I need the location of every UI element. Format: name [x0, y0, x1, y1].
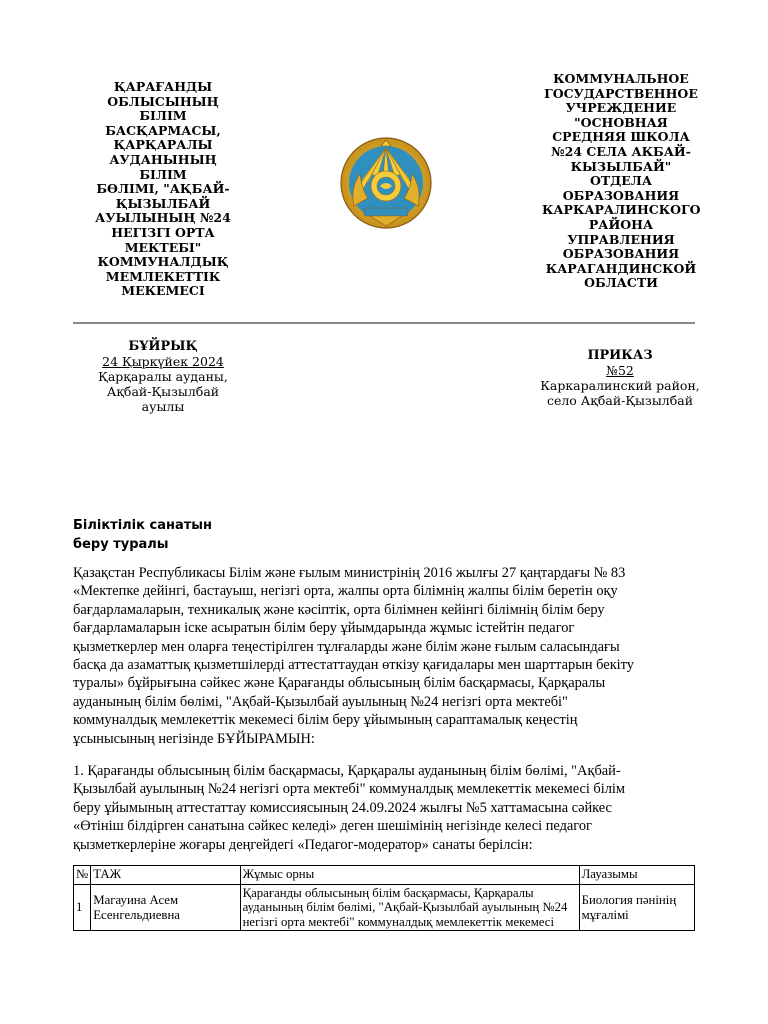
- kz-order-place-line: Ақбай-Қызылбай: [106, 384, 220, 399]
- paragraph-line: бағдарламаларын іске асыратын білім беру ұйымдарында жұмыс істейтін педагог: [73, 620, 575, 637]
- ru-org-line: КАРКАРАЛИНСКОГО: [542, 202, 701, 218]
- kz-org-line: АУЫЛЫНЫҢ №24: [95, 210, 231, 226]
- ru-order-number: №52: [606, 363, 634, 378]
- ru-org-line: №24 СЕЛА АКБАЙ-: [551, 143, 691, 159]
- kz-org-line: ҚАРҚАРАЛЫ: [113, 137, 213, 153]
- header-name: ТАЖ: [91, 866, 240, 885]
- ru-organization-name: [542, 72, 700, 291]
- subject-line: Біліктілік санатын: [73, 518, 212, 533]
- ru-org-line: ОБРАЗОВАНИЯ: [562, 246, 680, 262]
- header-position: Лауазымы: [579, 866, 694, 885]
- ru-order-place-line: село Ақбай-Қызылбай: [546, 393, 694, 408]
- cell-workplace: Қарағанды облысының білім басқармасы, Қарқаралы ауданының білім бөлімі, "Ақбай-Қызылбай ауылының №24 негізгі орта мектебі" коммуналдық мемлекеттік мекемесі: [240, 885, 579, 931]
- kz-org-line: ОБЛЫСЫНЫҢ: [107, 93, 219, 109]
- ru-org-line: ОБРАЗОВАНИЯ: [562, 187, 680, 203]
- paragraph-line: беру ұйымының аттестаттау комиссиясының 24.09.2024 жылғы №5 хаттамасына сәйкес: [73, 799, 612, 816]
- kz-org-line: НЕГІЗГІ ОРТА: [111, 224, 215, 240]
- kz-order-block: [88, 339, 238, 414]
- kz-org-line: БӨЛІМІ, "АҚБАЙ-: [96, 181, 230, 197]
- kz-org-line: БАСҚАРМАСЫ,: [105, 122, 221, 138]
- kz-org-line: МЕМЛЕКЕТТІК: [105, 268, 221, 284]
- ru-org-line: "ОСНОВНАЯ: [574, 114, 668, 130]
- ru-org-line: РАЙОНА: [588, 216, 654, 232]
- header-divider: [73, 322, 695, 324]
- ru-org-line: ГОСУДАРСТВЕННОЕ: [544, 85, 698, 101]
- cell-position: Биология пәнінің мұғалімі: [579, 885, 694, 931]
- order-subject: [73, 516, 373, 554]
- paragraph-line: ұсынысының негізінде БҰЙЫРАМЫН:: [73, 730, 315, 747]
- table-header-row: [74, 866, 695, 885]
- subject-line: беру туралы: [73, 537, 169, 552]
- paragraph-line: ауданының білім бөлімі, "Ақбай-Қызылбай ауылының №24 негізгі орта мектебі": [73, 693, 568, 710]
- paragraph-line: «Мектепке дейінгі, бастауыш, негізгі орта, жалпы орта білімнің жалпы білім беретін оқу: [73, 583, 618, 600]
- kz-order-place-line: ауылы: [141, 399, 185, 414]
- paragraph-line: коммуналдық мемлекеттік мекемесі білім беру ұйымының сараптамалық кеңестің: [73, 712, 578, 729]
- kz-org-line: БІЛІМ: [139, 108, 187, 124]
- kz-order-place-line: Қарқаралы ауданы,: [98, 369, 228, 384]
- kz-org-line: МЕКЕМЕСІ: [121, 283, 205, 299]
- paragraph-line: басқа да азаматтық қызметшілерді аттестаттаудан өткізу қағидалары мен шарттарын бекіту: [73, 657, 634, 674]
- header-workplace: Жұмыс орны: [240, 866, 579, 885]
- paragraph-line: туралы» бұйрығына сәйкес және Қарағанды облысының білім басқармасы, Қарқаралы: [73, 675, 606, 692]
- kz-order-title: БҰЙРЫҚ: [128, 339, 198, 354]
- cell-num: 1: [74, 885, 91, 931]
- ru-order-title: ПРИКАЗ: [587, 348, 653, 363]
- kz-org-line: ҚЫЗЫЛБАЙ: [115, 195, 211, 211]
- ru-org-line: ОБЛАСТИ: [584, 275, 658, 291]
- ru-org-line: ОТДЕЛА: [589, 173, 653, 189]
- ru-order-place-line: Каркаралинский район,: [540, 378, 700, 393]
- table-row: [74, 885, 695, 931]
- kz-org-line: ҚАРАҒАНДЫ: [113, 79, 213, 94]
- paragraph-line: Қызылбай ауылының №24 негізгі орта мектебі" коммуналдық мемлекеттік мекемесі білім: [73, 781, 626, 798]
- kz-org-line: МЕКТЕБІ": [124, 239, 202, 255]
- paragraph-line: «Өтініш білдірген санатына сәйкес келеді» деген шешімінің негізінде келесі педагог: [73, 818, 592, 835]
- paragraph-line: 1. Қарағанды облысының білім басқармасы, Қарқаралы ауданының білім бөлімі, "Ақбай-: [73, 763, 621, 779]
- ru-order-block: [540, 348, 700, 408]
- paragraph-line: бағдарламаларын, техникалық және кәсіптік, орта білімнен кейінгі білімнің білім беру: [73, 601, 605, 618]
- ru-org-line: УЧРЕЖДЕНИЕ: [565, 100, 677, 116]
- order-item-paragraph: [73, 762, 695, 854]
- ru-org-line: УПРАВЛЕНИЯ: [567, 231, 675, 247]
- kz-org-line: КОММУНАЛДЫҚ: [97, 254, 229, 270]
- paragraph-line: қызметкерлер мен оларға теңестірілген тұлғаларды және білім және ғылым саласындағы: [73, 638, 620, 655]
- ru-org-line: КЫЗЫЛБАЙ": [570, 158, 672, 174]
- kz-org-line: АУДАНЫНЫҢ БІЛІМ: [109, 151, 217, 182]
- staff-table: [73, 865, 695, 931]
- header-num: №: [74, 866, 91, 885]
- ru-org-line: КОММУНАЛЬНОЕ: [553, 71, 689, 86]
- preamble-paragraph: [73, 564, 695, 748]
- ru-org-line: СРЕДНЯЯ ШКОЛА: [552, 129, 690, 145]
- paragraph-line: Қазақстан Республикасы Білім және ғылым министрінің 2016 жылғы 27 қаңтардағы № 83: [73, 565, 626, 581]
- cell-name: Магауина Асем Есенгельдиевна: [91, 885, 240, 931]
- paragraph-line: қызметкерлеріне жоғары деңгейдегі «Педагог-модератор» санаты берілсін:: [73, 836, 533, 853]
- kz-order-date: 24 Қыркүйек 2024: [102, 354, 224, 369]
- kz-organization-name: [88, 80, 238, 299]
- state-emblem-icon: [340, 136, 432, 230]
- ru-org-line: КАРАГАНДИНСКОЙ: [545, 260, 697, 276]
